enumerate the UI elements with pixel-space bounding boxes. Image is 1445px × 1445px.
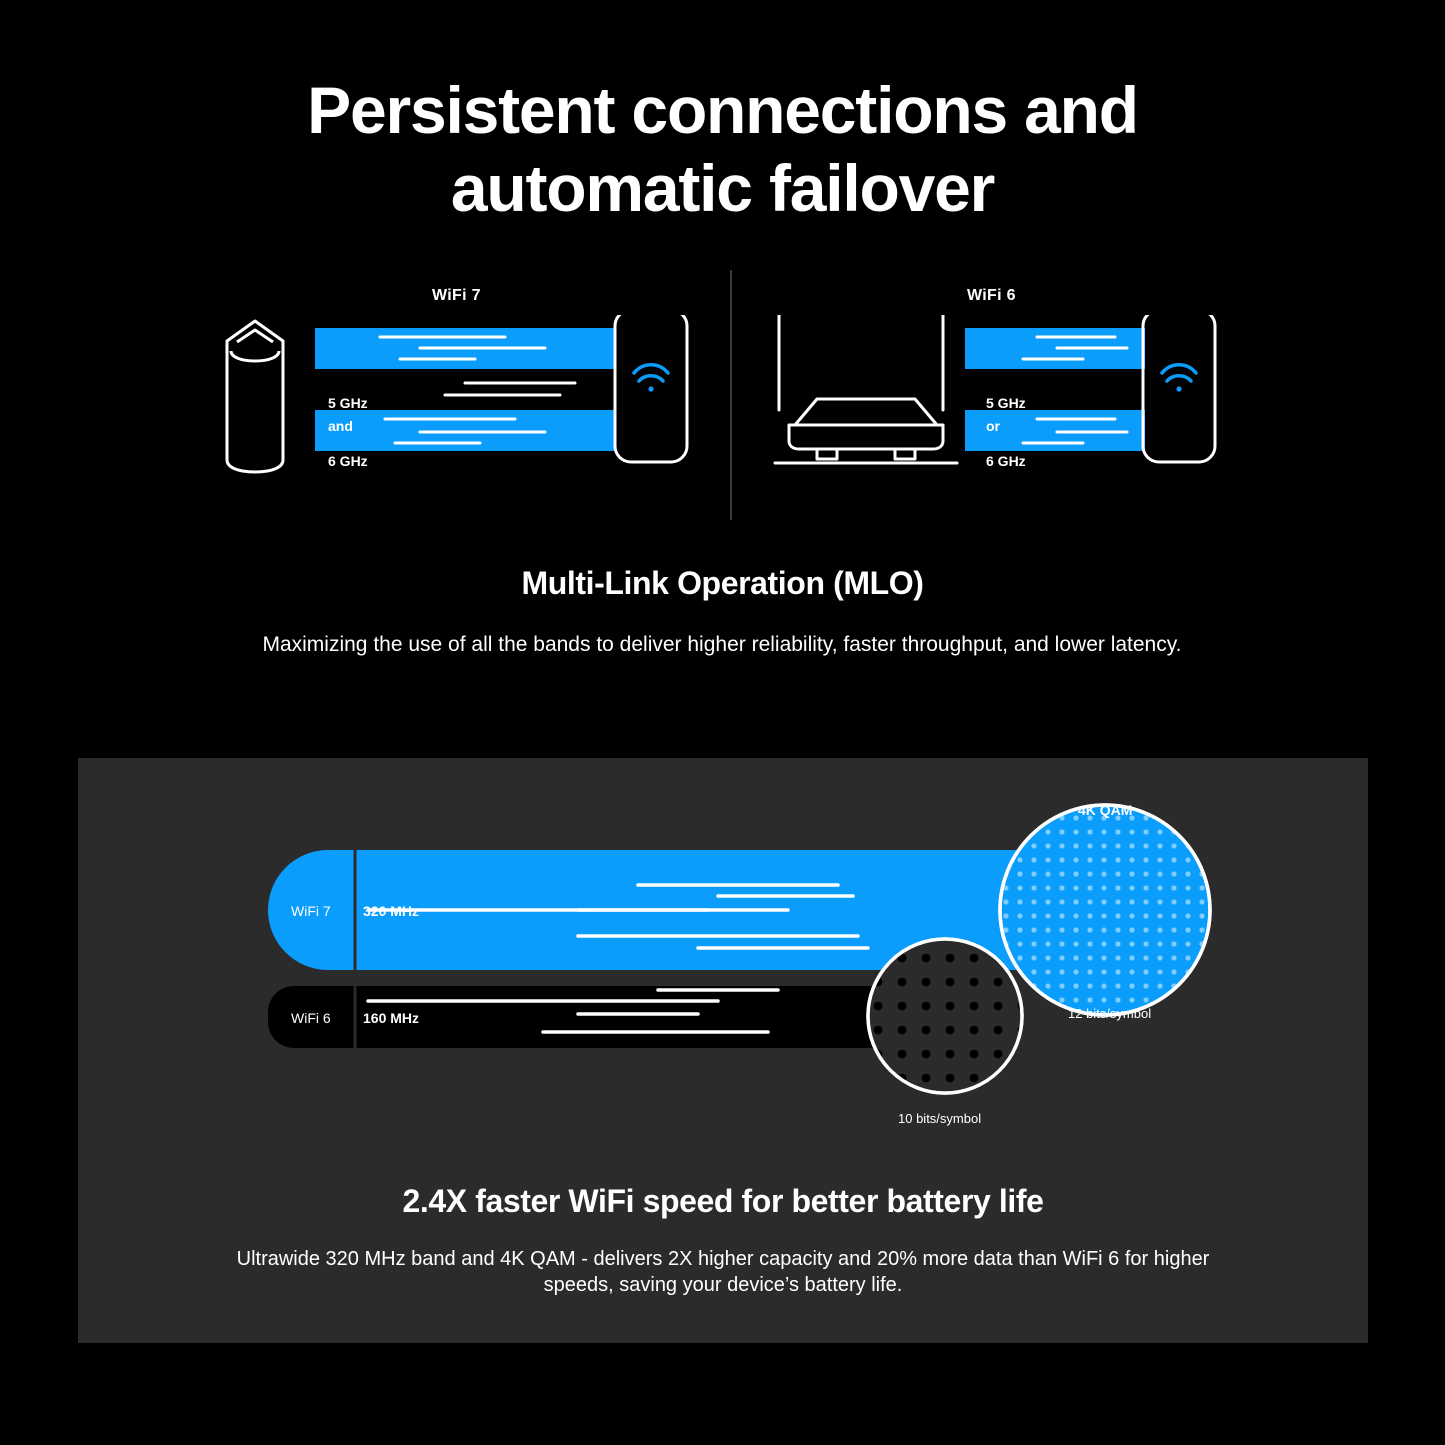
row-label-wifi7: WiFi 7 — [291, 903, 331, 919]
qam-badge-bits: 12 bits/symbol — [1068, 1006, 1152, 1021]
bandwidth-chip-wifi6: 160 MHz — [363, 1010, 420, 1026]
bandwidth-comparison-graphic — [78, 758, 1368, 1178]
wifi7-panel-label: WiFi 7 — [432, 287, 481, 304]
row-label-wifi6: WiFi 6 — [291, 1010, 331, 1026]
speed-card-title: 2.4X faster WiFi speed for better battery life — [402, 1183, 1044, 1219]
wifi6-band-6ghz: 6 GHz — [986, 453, 1026, 469]
bandwidth-chip-wifi7: 320 MHz — [363, 903, 420, 919]
wifi7-connector-and: and — [328, 418, 353, 434]
wifi7-link-graphic — [215, 315, 715, 530]
wifi6-link-graphic — [765, 315, 1235, 530]
headline-line-1: Persistent connections and — [307, 73, 1138, 147]
mlo-diagram — [0, 265, 1445, 525]
wifi6-connector-or: or — [986, 418, 1000, 434]
wifi6-panel-label: WiFi 6 — [967, 287, 1016, 304]
wifi7-band-5ghz: 5 GHz — [328, 395, 368, 411]
wifi6-band-5ghz: 5 GHz — [986, 395, 1026, 411]
qam-compare-bits: 10 bits/symbol — [898, 1111, 982, 1126]
mlo-title: Multi-Link Operation (MLO) — [521, 565, 924, 601]
mlo-subtitle: Maximizing the use of all the bands to deliver higher reliability, faster throughput, and lower latency. — [262, 633, 1182, 656]
wifi7-band-6ghz: 6 GHz — [328, 453, 368, 469]
headline-line-2: automatic failover — [450, 150, 995, 225]
speed-card — [78, 758, 1368, 1343]
speed-card-subtitle: Ultrawide 320 MHz band and 4K QAM - delivers 2X higher capacity and 20% more data than WiFi 6 for higher speeds, saving your device’s battery life. — [236, 1248, 1210, 1296]
panel-divider — [730, 270, 732, 520]
page-title — [0, 72, 1445, 228]
qam-badge-label: 4K QAM — [1078, 802, 1133, 818]
